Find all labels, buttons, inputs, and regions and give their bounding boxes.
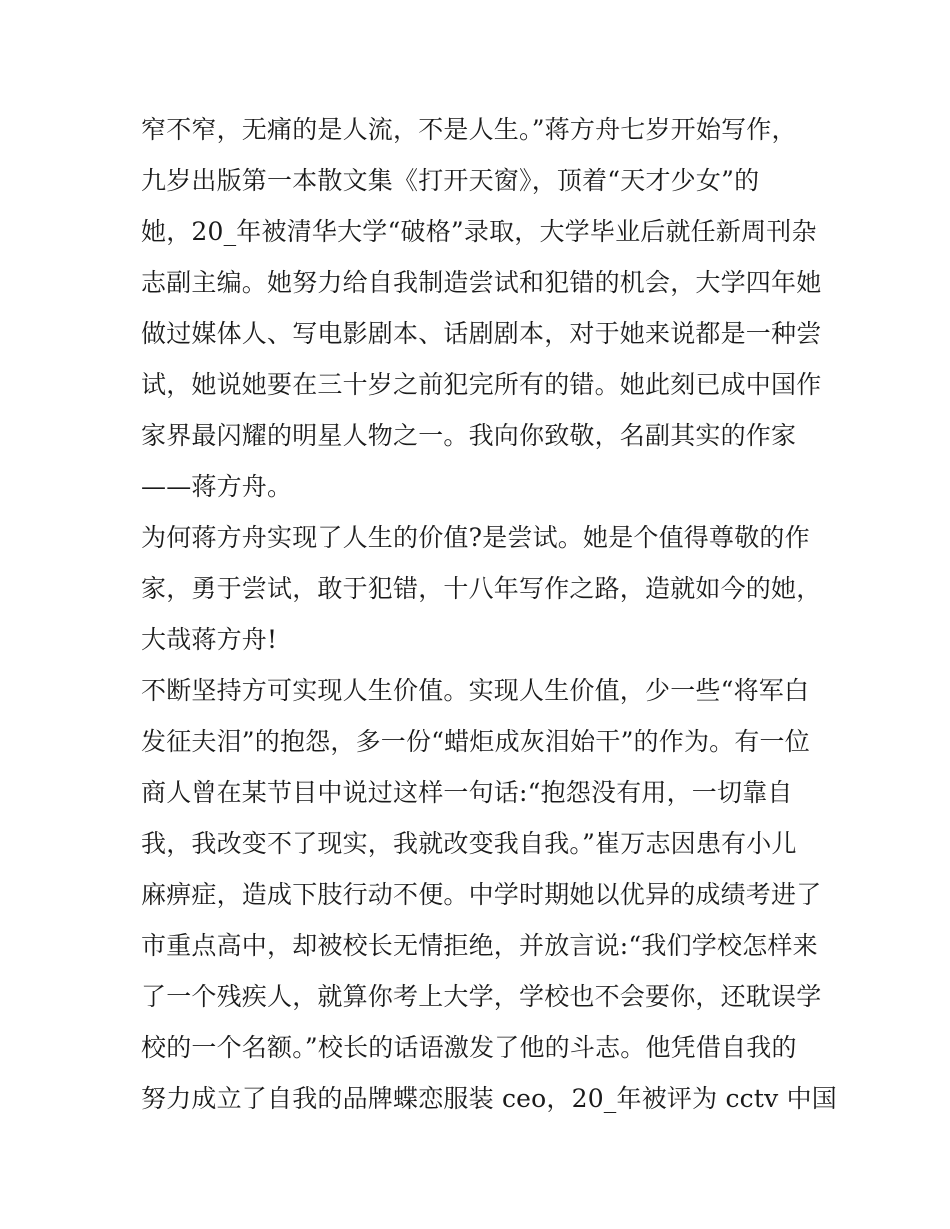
text-line: 为何蒋方舟实现了人生的价值?是尝试。她是个值得尊敬的作 <box>141 523 810 552</box>
text-line: 努力成立了自我的品牌蝶恋服装 ceo，20_年被评为 cctv 中国 <box>141 1084 837 1113</box>
text-line: 了一个残疾人，就算你考上大学，学校也不会要你，还耽误学 <box>141 982 822 1011</box>
body-text <box>141 104 837 1124</box>
text-line: 不断坚持方可实现人生价值。实现人生价值，少一些“将军白 <box>141 676 810 705</box>
text-line: 家，勇于尝试，敢于犯错，十八年写作之路，造就如今的她， <box>141 574 822 603</box>
text-line: 做过媒体人、写电影剧本、话剧剧本，对于她来说都是一种尝 <box>141 319 822 348</box>
text-line: 大哉蒋方舟! <box>141 625 278 654</box>
text-line: 商人曾在某节目中说过这样一句话:“抱怨没有用，一切靠自 <box>141 778 793 807</box>
text-line: 发征夫泪”的抱怨，多一份“蜡炬成灰泪始干”的作为。有一位 <box>141 727 810 756</box>
text-line: 家界最闪耀的明星人物之一。我向你致敬，名副其实的作家 <box>141 421 797 450</box>
text-line: 志副主编。她努力给自我制造尝试和犯错的机会，大学四年她 <box>141 268 822 297</box>
text-line: 窄不窄，无痛的是人流，不是人生。”蒋方舟七岁开始写作， <box>141 115 797 144</box>
text-line: 试，她说她要在三十岁之前犯完所有的错。她此刻已成中国作 <box>141 370 822 399</box>
text-line: 麻痹症，造成下肢行动不便。中学时期她以优异的成绩考进了 <box>141 880 822 909</box>
text-line: ——蒋方舟。 <box>141 472 293 501</box>
text-line: 九岁出版第一本散文集《打开天窗》，顶着“天才少女”的 <box>141 166 760 195</box>
text-line: 我，我改变不了现实，我就改变我自我。”崔万志因患有小儿 <box>141 829 797 858</box>
text-line: 她，20_年被清华大学“破格”录取，大学毕业后就任新周刊杂 <box>141 217 817 246</box>
text-line: 校的一个名额。”校长的话语激发了他的斗志。他凭借自我的 <box>141 1033 797 1062</box>
text-line: 市重点高中，却被校长无情拒绝，并放言说:“我们学校怎样来 <box>141 931 818 960</box>
